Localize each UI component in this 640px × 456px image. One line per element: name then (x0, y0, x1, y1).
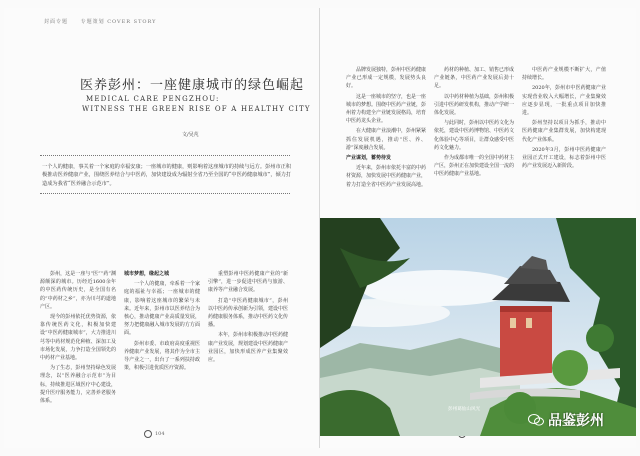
photo-illustration (320, 218, 636, 436)
page-number: 104 (155, 431, 165, 437)
paragraph: 为了生态，彭州坚持绿色发展理念，以“医养融合示范市”为目标，持续推进区域医疗中心建设，提升医疗服务能力，完善养老服务体系。 (40, 365, 116, 405)
paragraph: 中医药产业规模不断扩大，产值持续增长。 (522, 67, 606, 82)
paragraph: 作为成都市唯一的全国中药材主产区，彭州正在加快建设全国一流的中医药健康产业基地。 (434, 155, 514, 178)
paragraph: 在大健康产业浪潮中，彭州紧紧抓住发展机遇，推动“医、养、游”深度融合发展。 (346, 128, 426, 151)
paragraph: 彭州，这是一座与“医”“药”渊源颇深的城市。历经近1600余年的中医药传统历史，是全国有名的“中药材之乡”，亦为川芎的道地产区。 (40, 271, 116, 310)
left-column-2 (124, 270, 200, 420)
paragraph: 这是一座城市的坚守，也是一座城市的梦想。围绕中医药产业链，彭州着力构建全产业链发展格局，培育中医药龙头企业。 (346, 93, 426, 125)
watermark-text: 品鉴彭州 (548, 413, 604, 429)
right-column-3 (522, 66, 606, 214)
paragraph: 打造“中医药健康城市”，彭州以中医药传承创新为引领，建设中医药健康服务体系，推动中医药文化传播。 (208, 297, 288, 329)
paragraph: 本年，彭州市积极推动中医药健康产业发展，规划建设中医药健康产业园区，加快形成医养产业集聚效应。 (208, 332, 288, 364)
paragraph: 药材的种植、加工、销售已形成产业链条，中医药产业发展后劲十足。 (434, 67, 514, 90)
divider-top (40, 155, 290, 156)
section-label: 专题策划 COVER STORY (80, 19, 157, 25)
paragraph: 彭州市委、市政府高度重视医养健康产业发展，将其作为全市主导产业之一，出台了一系列扶持政策，积极引进优质医疗资源。 (124, 340, 200, 372)
issue-label: 封面专题 (44, 19, 69, 25)
article-title: 医养彭州：一座健康城市的绿色崛起 (80, 78, 305, 93)
paragraph: 2020年3月，彭州中医药健康产业园正式开工建设，标志着彭州中医药产业发展迈入新阶段。 (522, 146, 606, 170)
photo-caption: 彭州葛仙山风光 (448, 407, 481, 412)
folio-icon (144, 430, 152, 438)
running-head (44, 18, 166, 25)
paragraph: 近年来，彭州市依托丰富的中药材资源，加快发展中医药健康产业，着力打造全省中医药产业发展高地。 (346, 165, 426, 188)
lead-paragraph: 一个人的健康，事关着一个家庭的幸福安康；一座城市的健康，则影响着这座城市的持续与远方。彭州市正积极推动医养健康产业，围绕医养结合与中医药，加快建设成为辐射全省乃至全国的“中医药健康城市”，倾力打造成为我省“医养融合示范市”。 (42, 164, 292, 187)
landscape-photo (320, 218, 636, 436)
right-column-2 (434, 66, 514, 214)
paragraph: 现今的彭州依托优势资源，依靠传统医药文化，积极加快建设“中医药健康城市”，大力推进川芎等中药材规范化种植、深加工及市场化发展，力争打造全国领先的中药材产业基地。 (40, 314, 116, 362)
subheading: 城市梦想，缘起之城 (124, 271, 170, 277)
left-column-1 (40, 270, 116, 420)
byline: 文/吴芃 (182, 132, 199, 138)
paragraph: 品牌发展独特，彭州中医药健康产业已形成一定规模，发展势头良好。 (346, 67, 426, 90)
paragraph: 与此同时，彭州以中医药文化为依托，建设中医药博物馆、中医药文化体验中心等项目，让群众感受中医药文化魅力。 (434, 120, 514, 151)
left-column-3 (208, 270, 288, 420)
paragraph: 彭州坚持以项目为抓手，推动中医药健康产业集群发展，加快构建现代化产业体系。 (522, 120, 606, 143)
paragraph: 重塑彭州中医药健康产业的“新引擎”，进一步促进中医药与旅游、康养等产业融合发展。 (208, 271, 288, 294)
pagoda-wall (500, 306, 552, 382)
divider-bottom (40, 193, 290, 194)
watermark (528, 410, 604, 430)
article-subtitle-line2: WITNESS THE GREEN RISE OF A HEALTHY CITY (82, 105, 311, 113)
paragraph: 一个人的健康，牵系着一个家庭的福祉与幸福；一座城市的健康，影响着这座城市的繁荣与未来。近年来，彭州市以医养结合为核心，推动健康产业高质量发展，努力把健康融入城市发展的方方面面。 (124, 281, 200, 337)
right-column-1 (346, 66, 426, 214)
paragraph: 以中药材种植为基础，彭州积极引进中医药研发机构，推动产学研一体化发展。 (434, 93, 514, 117)
wechat-icon (528, 414, 544, 426)
article-subtitle-line1: MEDICAL CARE PENGZHOU: (86, 95, 220, 103)
left-page (4, 8, 320, 448)
subheading: 产业谋划，蓄势待发 (346, 155, 392, 162)
paragraph: 2020年，彭州市中医药健康产业实现营业收入大幅增长，产业集聚效应逐步显现，一批重点项目加快推进。 (522, 85, 606, 117)
left-folio (144, 430, 165, 438)
